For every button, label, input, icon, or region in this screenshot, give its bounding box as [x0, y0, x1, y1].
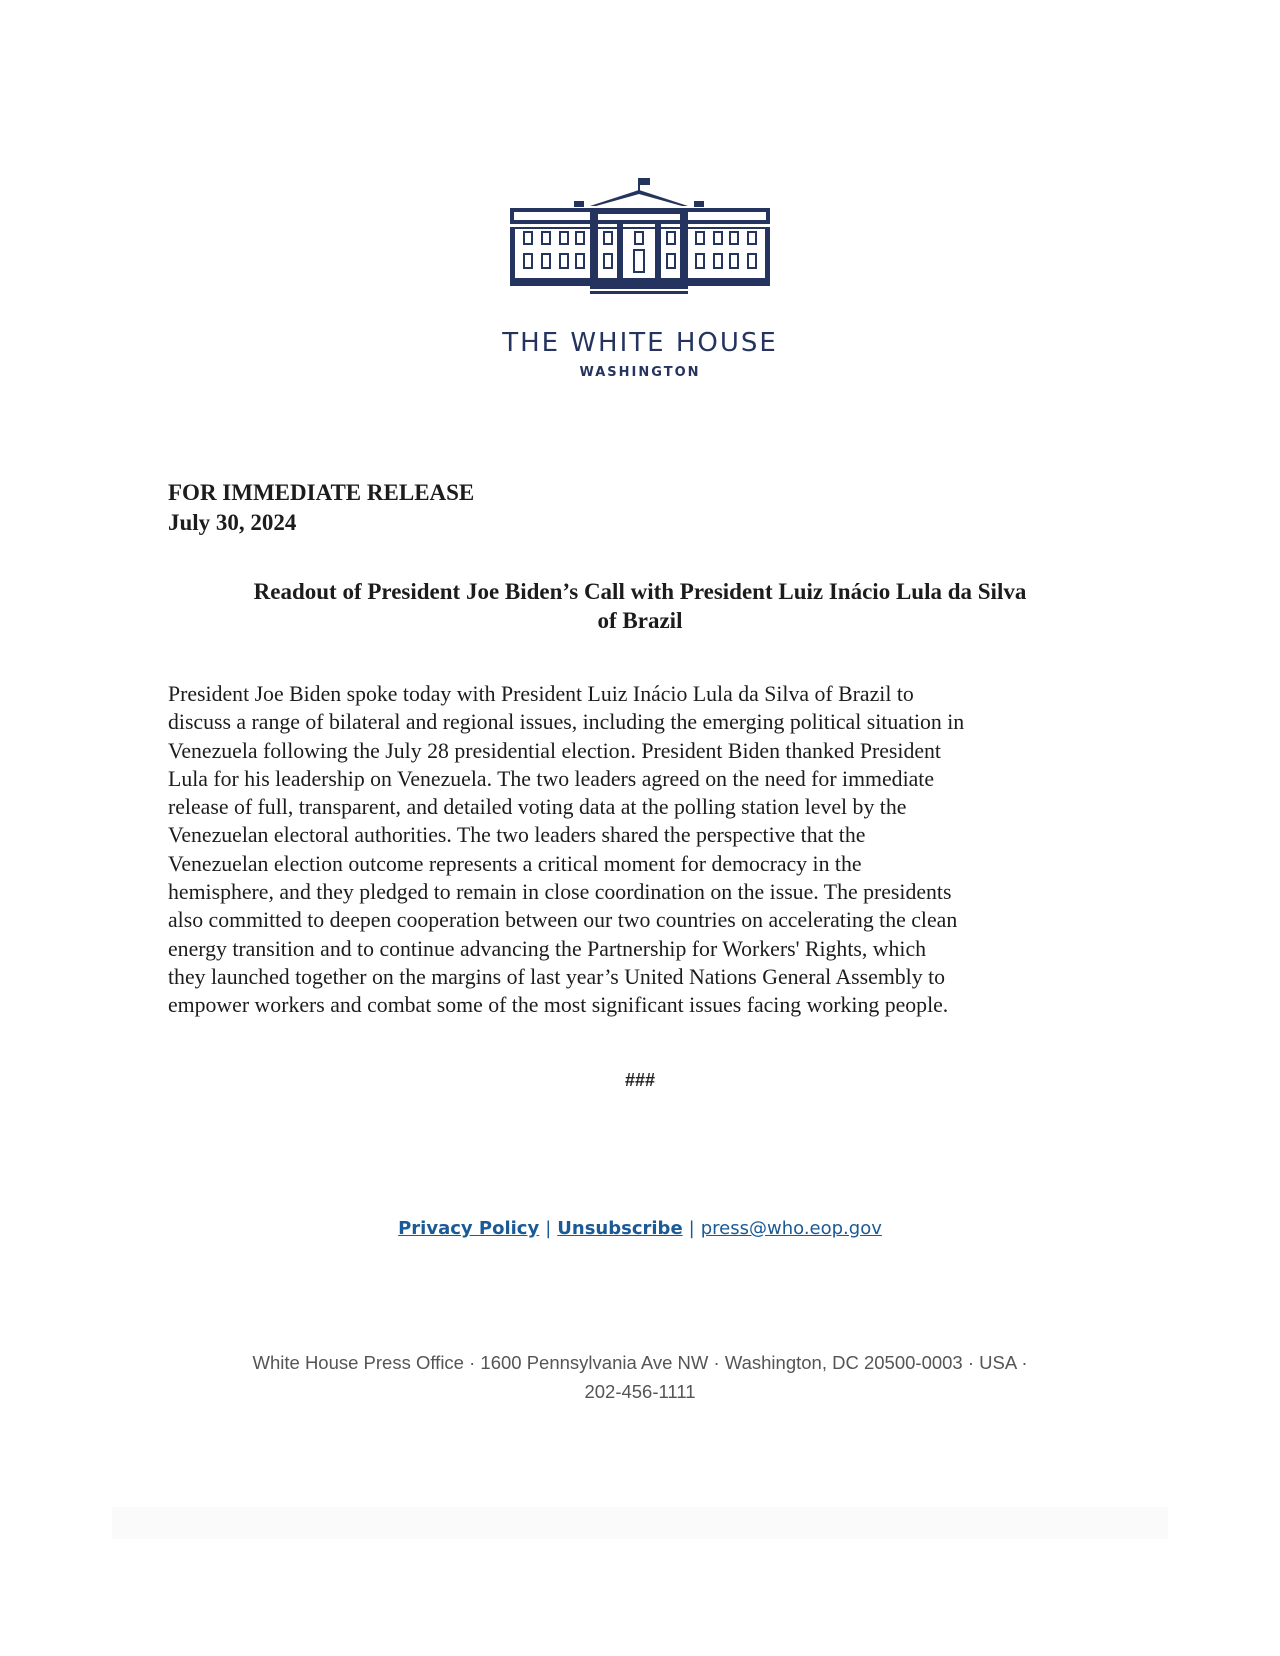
body-line: also committed to deepen cooperation between our two countries on accelerating the clean — [168, 908, 958, 933]
body-line: they launched together on the margins of last year’s United Nations General Assembly to — [168, 964, 946, 989]
body-paragraph — [168, 680, 1128, 1020]
body-line: Lula for his leadership on Venezuela. The two leaders agreed on the need for immediate — [168, 766, 935, 791]
release-label: FOR IMMEDIATE RELEASE — [168, 480, 475, 505]
body-line: President Joe Biden spoke today with President Luiz Inácio Lula da Silva of Brazil to — [168, 682, 914, 706]
body-line: release of full, transparent, and detailed voting data at the polling station level by the — [168, 795, 907, 820]
body-line: Venezuelan electoral authorities. The two leaders shared the perspective that the — [168, 823, 866, 848]
link-separator: | — [688, 1218, 695, 1239]
body-line: energy transition and to continue advancing the Partnership for Workers' Rights, which — [168, 936, 927, 961]
privacy-policy-link[interactable]: Privacy Policy — [398, 1218, 540, 1239]
body-line: Venezuela following the July 28 presidential election. President Biden thanked President — [168, 738, 941, 763]
white-house-logo — [510, 178, 770, 298]
release-date: July 30, 2024 — [168, 510, 297, 535]
headline-line-1: Readout of President Joe Biden’s Call with President Luiz Inácio Lula da Silva — [253, 579, 1027, 604]
body-line: hemisphere, and they pledged to remain in close coordination on the issue. The presidents — [168, 880, 952, 905]
unsubscribe-link[interactable]: Unsubscribe — [557, 1218, 683, 1239]
headline-line-2: of Brazil — [597, 608, 683, 633]
bottom-divider-bar — [112, 1507, 1168, 1539]
footer-links — [0, 1218, 1280, 1239]
release-block — [168, 478, 474, 538]
white-house-subtitle: WASHINGTON — [579, 365, 701, 380]
footer-address — [0, 1348, 1280, 1406]
press-email-link[interactable]: press@who.eop.gov — [700, 1218, 882, 1239]
address-line-1: White House Press Office · 1600 Pennsylvania Ave NW · Washington, DC 20500-0003 · USA · — [252, 1352, 1028, 1373]
white-house-building-icon — [510, 178, 770, 298]
end-mark: ### — [624, 1070, 656, 1090]
body-line: Venezuelan election outcome represents a critical moment for democracy in the — [168, 851, 862, 876]
body-line: discuss a range of bilateral and regional issues, including the emerging political situation in — [168, 710, 965, 735]
address-line-2: 202-456-1111 — [584, 1381, 696, 1402]
body-line: empower workers and combat some of the most significant issues facing working people. — [168, 993, 949, 1018]
link-separator: | — [545, 1218, 552, 1239]
white-house-title: THE WHITE HOUSE — [502, 328, 778, 358]
page-title — [160, 577, 1120, 635]
